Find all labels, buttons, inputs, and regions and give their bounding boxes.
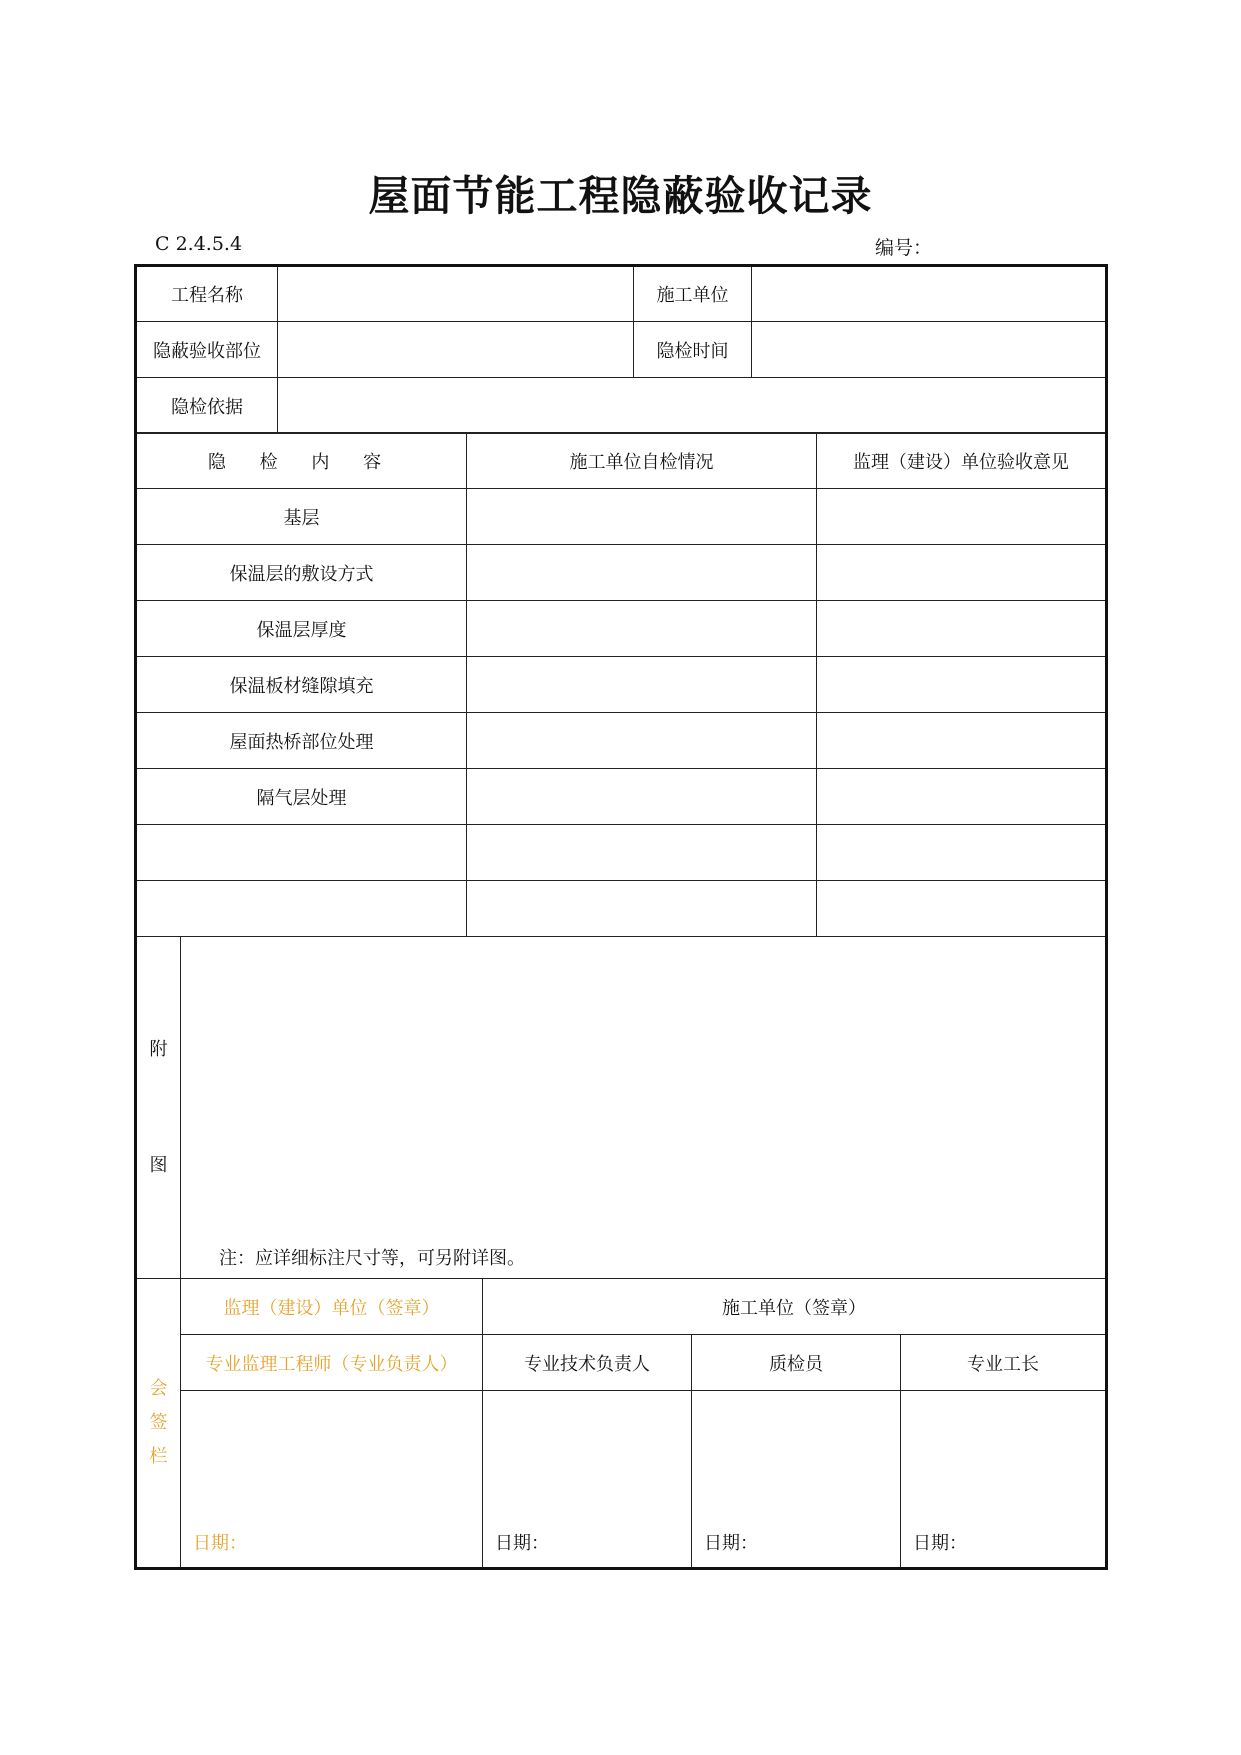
number-label: 编号： xyxy=(875,237,933,259)
table-row xyxy=(136,881,1107,937)
table-row xyxy=(136,545,1107,601)
supervision-cell[interactable] xyxy=(817,489,1107,545)
signoff-label xyxy=(136,1279,181,1569)
attachment-drawing-area[interactable] xyxy=(181,937,1107,1279)
supervision-engineer-header: 专业监理工程师（专业负责人） xyxy=(181,1335,483,1391)
inspection-item[interactable] xyxy=(136,881,467,937)
self-check-cell[interactable] xyxy=(467,545,817,601)
inspection-item: 保温板材缝隙填充 xyxy=(136,657,467,713)
inspection-time-label: 隐检时间 xyxy=(634,322,752,378)
inspection-table xyxy=(134,432,1108,937)
table-row xyxy=(136,489,1107,545)
supervision-cell[interactable] xyxy=(817,601,1107,657)
supervision-cell[interactable] xyxy=(817,769,1107,825)
basis-label: 隐检依据 xyxy=(136,378,278,434)
table-row xyxy=(136,713,1107,769)
date-label: 日期： xyxy=(193,1533,247,1554)
tech-lead-header: 专业技术负责人 xyxy=(483,1335,692,1391)
inspection-item: 保温层的敷设方式 xyxy=(136,545,467,601)
table-row xyxy=(136,825,1107,881)
date-label: 日期： xyxy=(495,1533,549,1554)
inspection-time-field[interactable] xyxy=(752,322,1107,378)
table-row xyxy=(136,657,1107,713)
inspection-part-label: 隐蔽验收部位 xyxy=(136,322,278,378)
quality-inspector-signature-cell[interactable] xyxy=(692,1391,901,1569)
inspection-item: 屋面热桥部位处理 xyxy=(136,713,467,769)
self-check-cell[interactable] xyxy=(467,601,817,657)
inspection-item: 基层 xyxy=(136,489,467,545)
table-row xyxy=(136,601,1107,657)
date-label: 日期： xyxy=(704,1533,758,1554)
attachment-note: 注：应详细标注尺寸等，可另附详图。 xyxy=(219,1248,525,1269)
column-header-supervision: 监理（建设）单位验收意见 xyxy=(817,433,1107,489)
supervision-cell[interactable] xyxy=(817,881,1107,937)
supervision-unit-header: 监理（建设）单位（签章） xyxy=(181,1279,483,1335)
attachment-label xyxy=(136,937,181,1279)
project-name-field[interactable] xyxy=(278,266,634,322)
project-name-label: 工程名称 xyxy=(136,266,278,322)
supervision-cell[interactable] xyxy=(817,713,1107,769)
column-header-self-check: 施工单位自检情况 xyxy=(467,433,817,489)
signoff-label-char: 会 xyxy=(149,1378,168,1399)
signoff-label-char: 签 xyxy=(149,1412,168,1433)
attachment-label-char: 图 xyxy=(149,1154,168,1176)
foreman-header: 专业工长 xyxy=(901,1335,1107,1391)
signoff-label-char: 栏 xyxy=(149,1446,168,1467)
supervision-cell[interactable] xyxy=(817,545,1107,601)
supervision-cell[interactable] xyxy=(817,657,1107,713)
attachment-label-char: 附 xyxy=(149,1038,168,1060)
column-header-content: 隐 检 内 容 xyxy=(136,433,467,489)
table-row xyxy=(136,769,1107,825)
project-info-table xyxy=(134,264,1108,434)
supervision-cell[interactable] xyxy=(817,825,1107,881)
contractor-label: 施工单位 xyxy=(634,266,752,322)
quality-inspector-header: 质检员 xyxy=(692,1335,901,1391)
attachment-section xyxy=(134,936,1108,1279)
self-check-cell[interactable] xyxy=(467,881,817,937)
tech-lead-signature-cell[interactable] xyxy=(483,1391,692,1569)
signoff-section xyxy=(134,1278,1108,1570)
self-check-cell[interactable] xyxy=(467,713,817,769)
self-check-cell[interactable] xyxy=(467,825,817,881)
self-check-cell[interactable] xyxy=(467,489,817,545)
contractor-field[interactable] xyxy=(752,266,1107,322)
inspection-part-field[interactable] xyxy=(278,322,634,378)
date-label: 日期： xyxy=(913,1533,967,1554)
foreman-signature-cell[interactable] xyxy=(901,1391,1107,1569)
self-check-cell[interactable] xyxy=(467,769,817,825)
inspection-item: 隔气层处理 xyxy=(136,769,467,825)
self-check-cell[interactable] xyxy=(467,657,817,713)
basis-field[interactable] xyxy=(278,378,1107,434)
inspection-item: 保温层厚度 xyxy=(136,601,467,657)
form-code: C 2.4.5.4 xyxy=(155,233,243,255)
supervision-signature-cell[interactable] xyxy=(181,1391,483,1569)
contractor-unit-header: 施工单位（签章） xyxy=(483,1279,1107,1335)
inspection-item[interactable] xyxy=(136,825,467,881)
document-title: 屋面节能工程隐蔽验收记录 xyxy=(368,172,873,220)
